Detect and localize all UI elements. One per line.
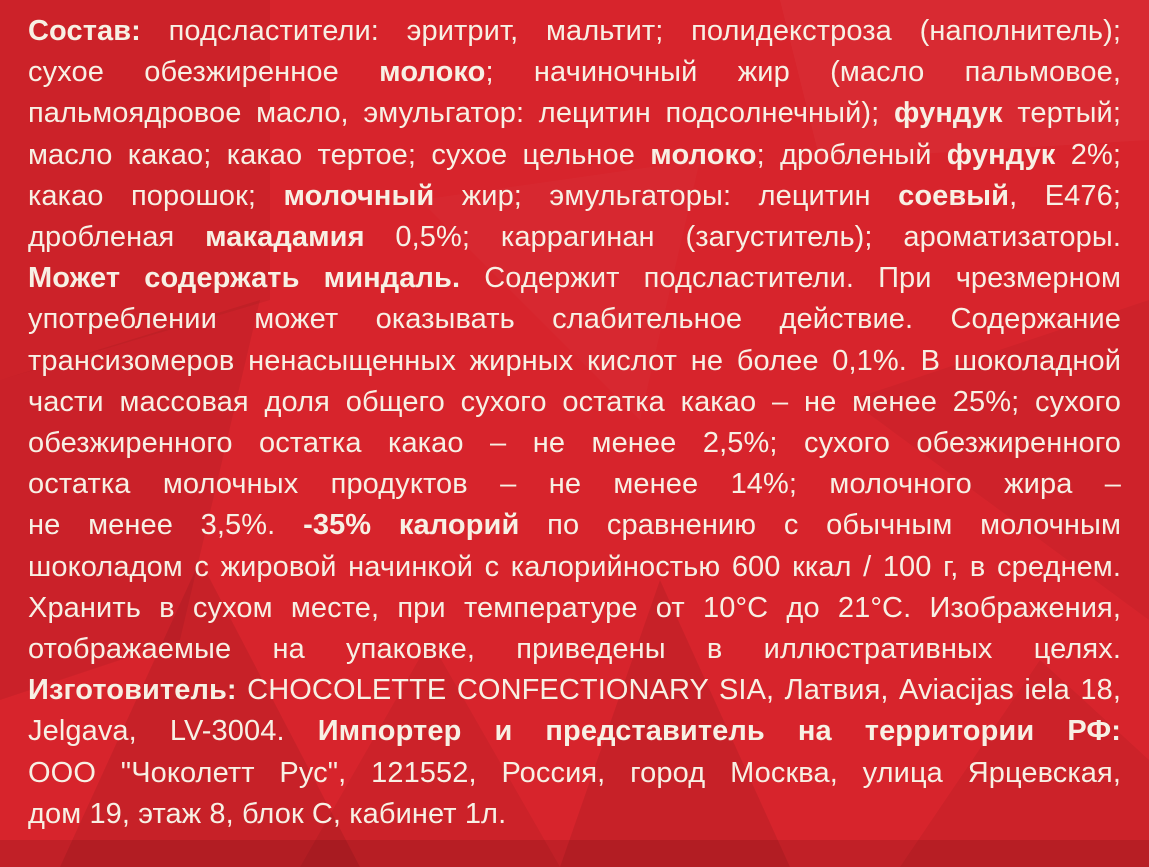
text-segment: какао порошок; (28, 179, 284, 212)
bold-text-segment: Состав: (28, 15, 141, 47)
text-line (28, 135, 1121, 176)
text-segment: масло какао; какао тертое; сухое цельное (28, 138, 651, 171)
text-segment: отображаемые на упаковке, приведены в иллюстративных целях. (28, 633, 1121, 666)
text-segment: трансизомеров ненасыщенных жирных кислот не более 0,1%. В шоколадной (28, 344, 1121, 377)
text-segment: подсластители: эритрит, мальтит; полидекстроза (наполнитель); (140, 15, 1121, 47)
text-segment: Jelgava, LV-3004. (28, 715, 318, 748)
bold-text-segment: Может содержать миндаль. (28, 262, 461, 295)
text-segment: 2%; (1055, 138, 1121, 171)
bold-text-segment: молочный (283, 179, 435, 212)
text-segment: употреблении может оказывать слабительное действие. Содержание (28, 303, 1121, 336)
text-line (28, 217, 1121, 258)
text-line (28, 299, 1121, 340)
bold-text-segment: -35% калорий (303, 509, 520, 542)
text-segment: ООО "Чоколетт Рус", 121552, Россия, город Москва, улица Ярцевская, (28, 756, 1121, 789)
text-segment: 0,5%; каррагинан (загуститель); ароматизаторы. (364, 221, 1121, 254)
text-line (28, 629, 1121, 670)
bold-text-segment: макадамия (205, 221, 365, 254)
text-line (28, 93, 1121, 134)
text-segment: тертый; (1002, 97, 1121, 130)
bold-text-segment: соевый (898, 179, 1010, 212)
bold-text-segment: фундук (894, 97, 1003, 130)
text-segment: не менее 3,5%. (28, 509, 304, 542)
text-line (28, 588, 1121, 629)
text-line (28, 52, 1121, 93)
text-segment: ; начиночный жир (масло пальмовое, (485, 56, 1121, 89)
text-segment: сухое обезжиренное (28, 56, 380, 89)
text-segment: Содержит подсластители. При чрезмерном (460, 262, 1121, 295)
text-line (28, 11, 1121, 52)
text-segment: пальмоядровое масло, эмульгатор: лецитин подсолнечный); (28, 97, 894, 130)
bold-text-segment: фундук (946, 138, 1056, 171)
text-segment: ; дробленый (756, 138, 947, 171)
text-segment: CHOCOLETTE CONFECTIONARY SIA, Латвия, Aviacijas iela 18, (236, 674, 1121, 707)
text-segment: части массовая доля общего сухого остатка какао – не менее 25%; сухого (28, 385, 1121, 418)
text-segment: , Е476; (1009, 179, 1121, 212)
text-line (28, 794, 1121, 835)
bold-text-segment: Изготовитель: (28, 674, 237, 707)
text-line (28, 176, 1121, 217)
text-line (28, 382, 1121, 423)
text-segment: жир; эмульгаторы: лецитин (434, 179, 899, 212)
bold-text-segment: молоко (650, 138, 757, 171)
text-segment: по сравнению с обычным молочным (519, 509, 1121, 542)
bold-text-segment: молоко (379, 56, 486, 89)
text-line (28, 505, 1121, 546)
text-line (28, 753, 1121, 794)
bold-text-segment: Импортер и представитель на территории РФ: (317, 715, 1122, 748)
text-line (28, 670, 1121, 711)
text-segment: Хранить в сухом месте, при температуре от 10°С до 21°С. Изображения, (28, 591, 1121, 624)
text-line (28, 547, 1121, 588)
text-segment: шоколадом с жировой начинкой с калорийностью 600 ккал / 100 г, в среднем. (28, 550, 1121, 583)
text-segment: дробленая (28, 221, 206, 254)
text-segment: обезжиренного остатка какао – не менее 2,5%; сухого обезжиренного (28, 427, 1121, 460)
text-segment: остатка молочных продуктов – не менее 14%; молочного жира – (28, 468, 1121, 501)
text-segment: дом 19, этаж 8, блок C, кабинет 1л. (28, 797, 507, 830)
text-line (28, 341, 1121, 382)
text-line (28, 464, 1121, 505)
text-line (28, 423, 1121, 464)
text-line (28, 711, 1121, 752)
text-line (28, 258, 1121, 299)
